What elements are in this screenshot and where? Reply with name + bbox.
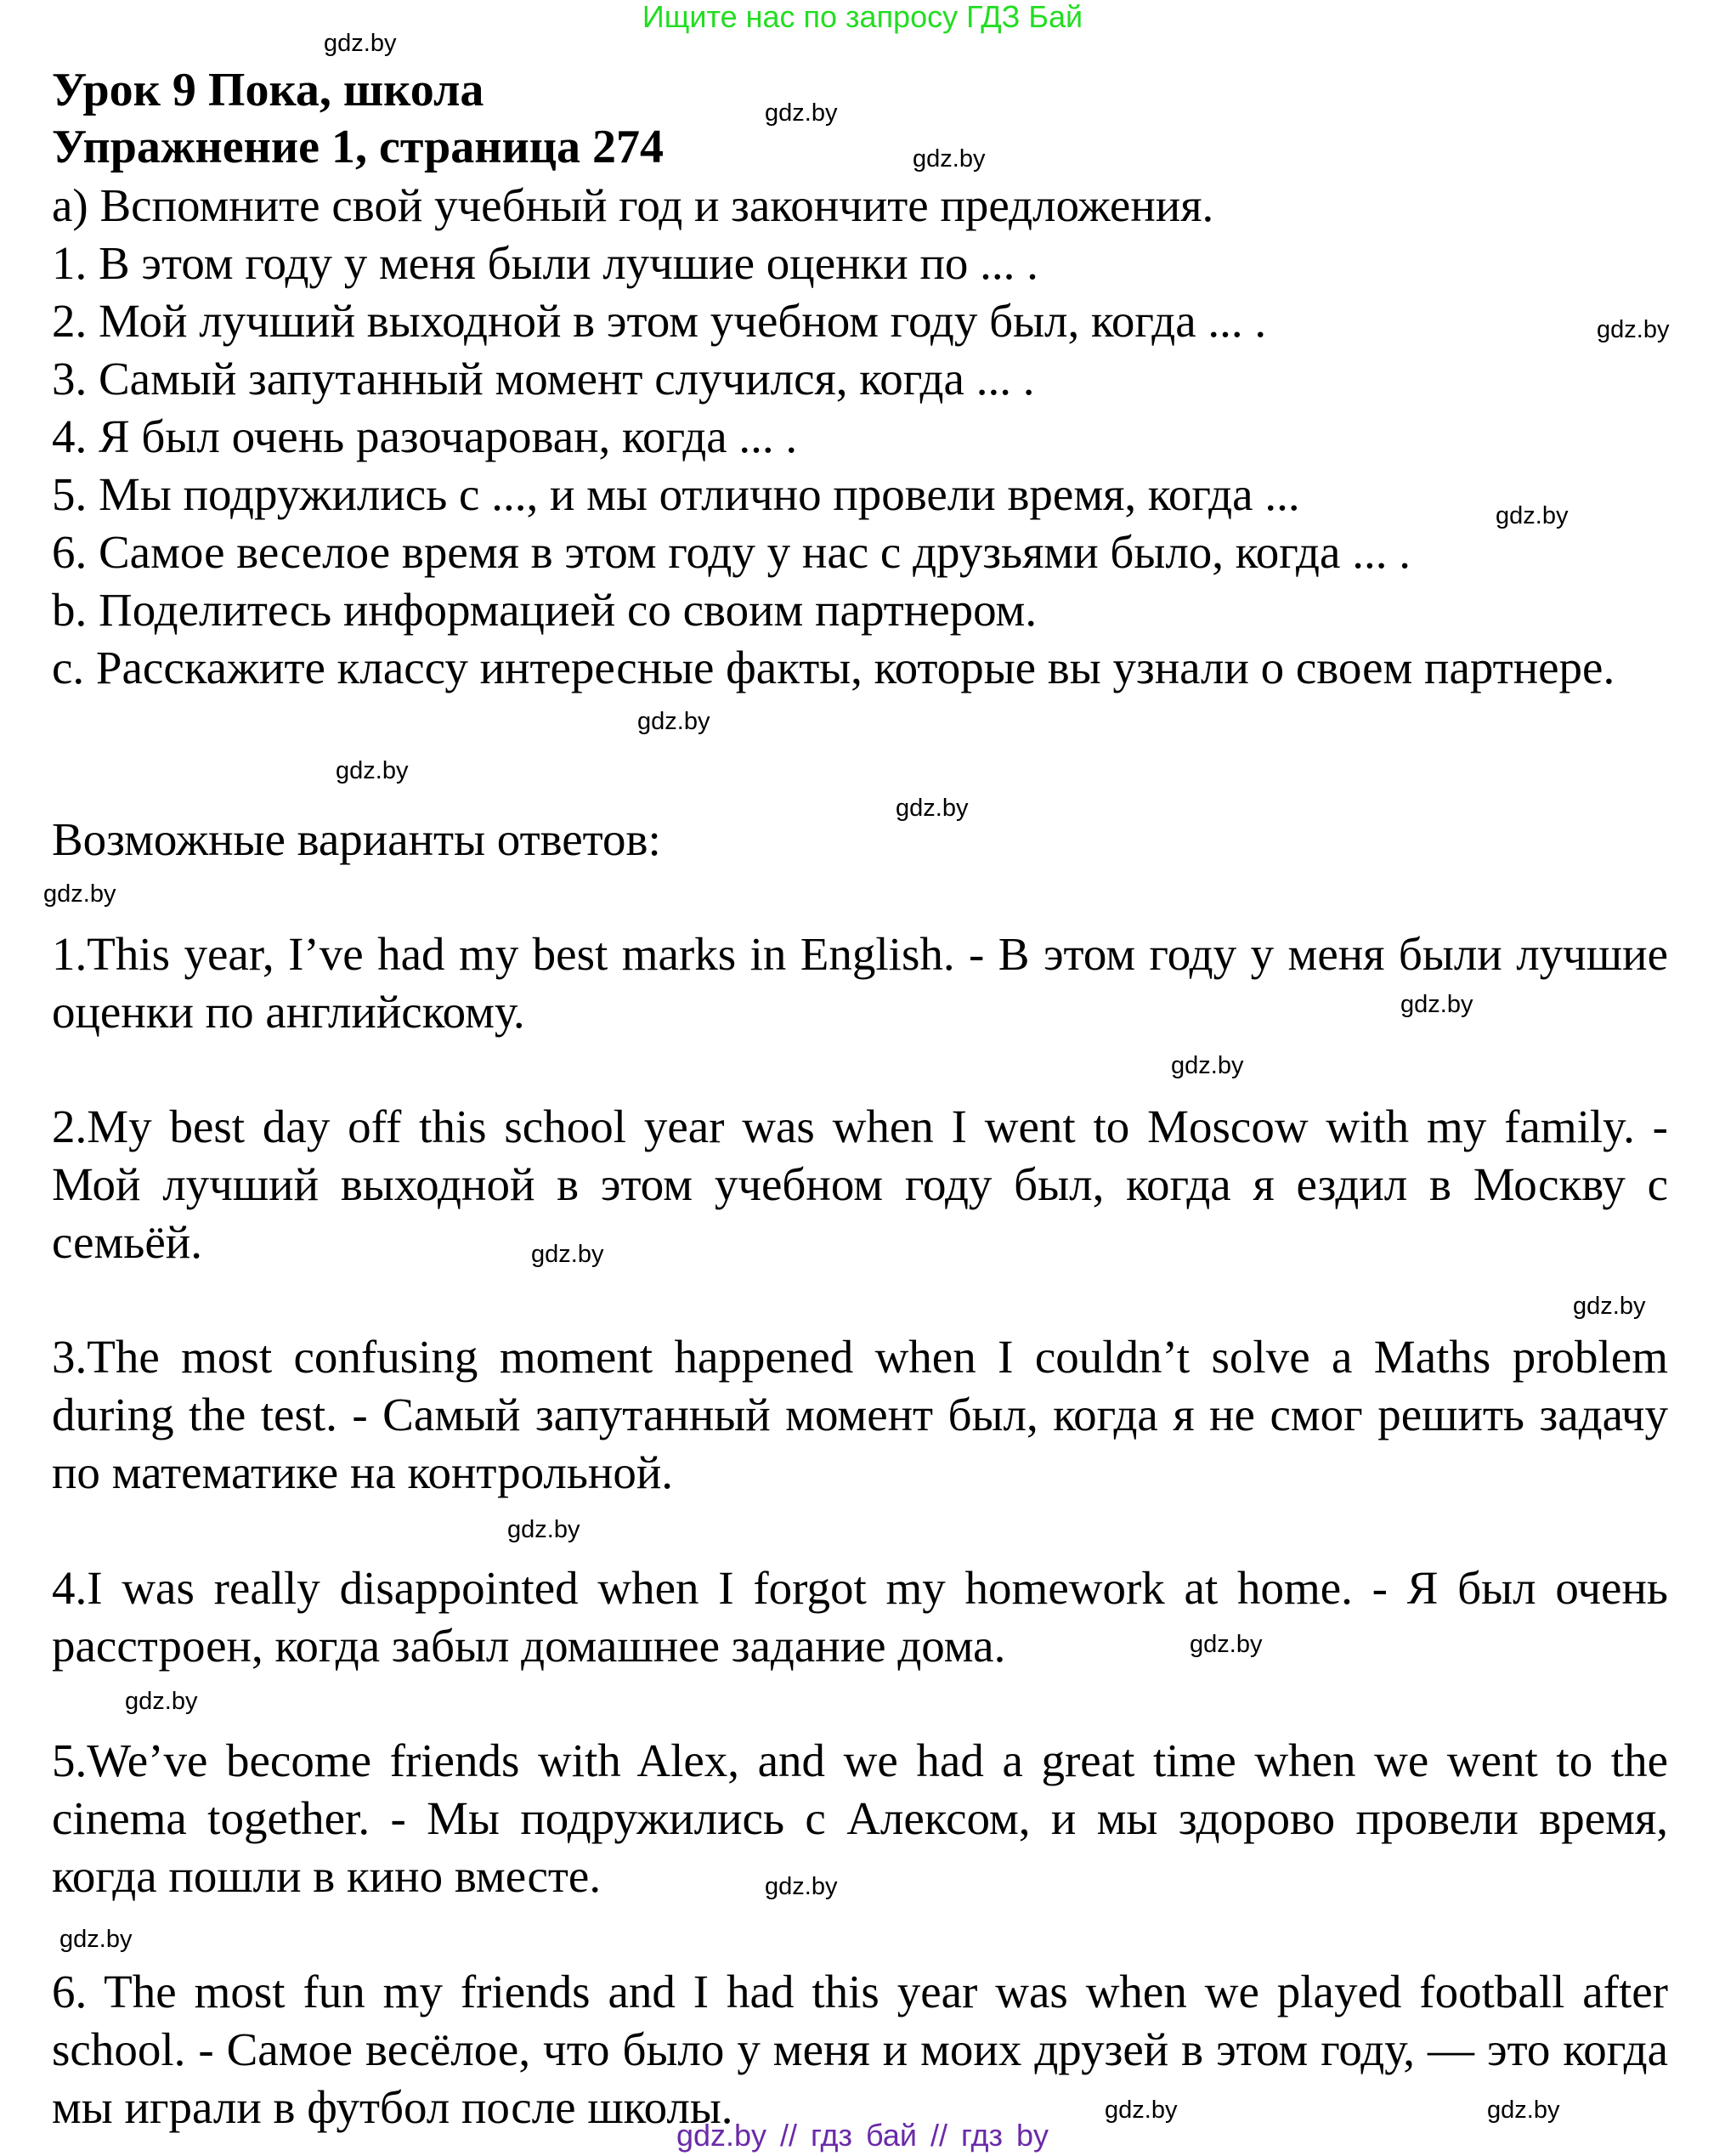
watermark: gdz.by [1597,316,1670,343]
task-item: 2. Мой лучший выходной в этом учебном году был, когда ... . [52,295,1267,347]
watermark: gdz.by [324,30,397,57]
answers-heading: Возможные варианты ответов: [52,813,661,865]
watermark: gdz.by [1171,1052,1244,1079]
answer-2: 2.My best day off this school year was when I went to Moscow with my family. - Мой лучший выходной в этом учебном году был, когда я ездил в Москву с семьёй. [52,1101,1668,1268]
watermark: gdz.by [637,708,710,735]
watermark: gdz.by [896,795,969,822]
task-c: c. Расскажите классу интересные факты, которые вы узнали о своем партнере. [52,642,1615,693]
answer-6: 6. The most fun my friends and I had this year was when we played football after school. - Самое весёлое, что было у меня и моих друзей в этом году, — это когда мы играли в футбол после школы. [52,1966,1668,2133]
lesson-title: Урок 9 Пока, школа [52,64,484,116]
watermark: gdz.by [336,757,409,784]
task-item: 4. Я был очень разочарован, когда ... . [52,410,798,462]
watermark: gdz.by [43,880,116,908]
watermark: gdz.by [765,1873,838,1900]
watermark: gdz.by [1400,991,1473,1018]
watermark: gdz.by [1573,1293,1646,1320]
task-item: 6. Самое веселое время в этом году у нас с друзьями было, когда ... . [52,526,1411,578]
answer-3: 3.The most confusing moment happened when I couldn’t solve a Maths problem during the test. - Самый запутанный момент был, когда я не смог решить задачу по математике на контрольной. [52,1331,1668,1498]
watermark: gdz.by [507,1516,580,1543]
watermark: gdz.by [1487,2097,1560,2124]
task-a: а) Вспомните свой учебный год и закончите предложения. [52,179,1214,231]
task-b: b. Поделитесь информацией со своим партнером. [52,584,1038,636]
watermark: gdz.by [1496,502,1569,529]
watermark: gdz.by [59,1926,133,1953]
task-item: 1. В этом году у меня были лучшие оценки по ... . [52,237,1038,289]
exercise-title: Упражнение 1, страница 274 [52,121,665,173]
watermark: gdz.by [531,1241,604,1268]
footer-links: gdz.by // гдз бай // гдз by [676,2118,1049,2153]
answer-5: 5.We’ve become friends with Alex, and we had a great time when we went to the cinema together. - Мы подружились с Алексом, и мы здорово провели время, когда пошли в кино вместе. [52,1734,1668,1902]
task-item: 3. Самый запутанный момент случился, когда ... . [52,353,1035,405]
task-item: 5. Мы подружились с ..., и мы отлично провели время, когда ... [52,468,1300,520]
watermark: gdz.by [913,145,986,173]
task-block [52,177,1668,697]
watermark: gdz.by [1105,2097,1178,2124]
watermark: gdz.by [765,99,838,127]
search-banner: Ищите нас по запросу ГДЗ Бай [642,0,1083,34]
answer-1: 1.This year, I’ve had my best marks in English. - В этом году у меня были лучшие оценки по английскому. [52,928,1668,1038]
watermark: gdz.by [1190,1631,1263,1658]
watermark: gdz.by [125,1688,198,1715]
answer-4: 4.I was really disappointed when I forgot my homework at home. - Я был очень расстроен, когда забыл домашнее задание дома. [52,1562,1668,1672]
